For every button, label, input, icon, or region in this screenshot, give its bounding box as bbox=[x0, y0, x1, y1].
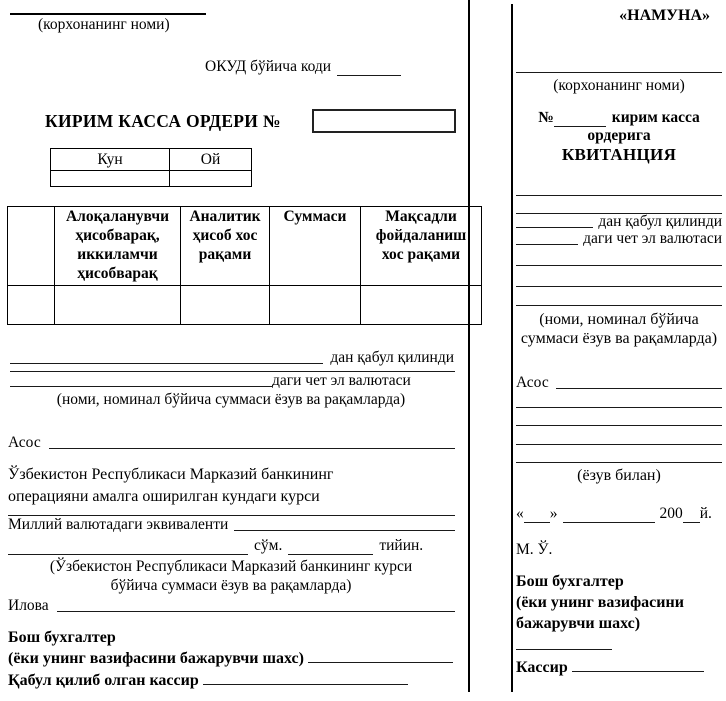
acting-person-signature-blank bbox=[308, 647, 453, 663]
received-from-blank bbox=[10, 363, 323, 364]
sum-label: сўм. bbox=[254, 536, 283, 554]
okud-code-label: ОКУД бўйича коди bbox=[205, 58, 332, 75]
date-month-blank bbox=[563, 507, 655, 523]
form-title: КИРИМ КАССА ОРДЕРИ № bbox=[45, 110, 281, 131]
ruled-line bbox=[516, 392, 722, 408]
org-name-caption: (корхонанинг номи) bbox=[553, 77, 685, 94]
accounts-col-header-amount: Суммаси bbox=[270, 207, 361, 286]
accounts-table-empty-cell bbox=[270, 285, 361, 324]
okud-code-row bbox=[205, 58, 462, 76]
foreign-currency-blank bbox=[10, 386, 272, 387]
ruled-line bbox=[516, 287, 722, 306]
foreign-currency-row bbox=[516, 231, 722, 248]
foreign-currency-row bbox=[10, 372, 452, 390]
date-year-blank bbox=[683, 507, 700, 523]
cashier-signature-blank bbox=[572, 656, 704, 672]
accounts-col-header-purpose-code: Мақсадли фойдаланиш хос рақами bbox=[361, 207, 482, 286]
ruled-line bbox=[516, 179, 722, 196]
cb-rate-line-1: Ўзбекистон Республикаси Марказий банкининг bbox=[8, 465, 334, 483]
foreign-currency-label: даги чет эл валютаси bbox=[583, 230, 722, 247]
accounts-col-header-analytic-code: Аналитик ҳисоб хос рақами bbox=[181, 207, 270, 286]
signature-block bbox=[516, 571, 722, 678]
receiving-cashier-row bbox=[8, 669, 462, 691]
cb-rate-caption-line-2: бўйича суммаси ёзув ва рақамларда) bbox=[110, 576, 352, 594]
basis-label: Асос bbox=[8, 433, 41, 451]
tear-off-divider-inner bbox=[511, 4, 513, 692]
date-close-quote: » bbox=[549, 505, 558, 522]
order-number-prefix: № bbox=[538, 109, 554, 126]
written-caption: (ёзув билан) bbox=[577, 467, 661, 484]
cb-rate-caption bbox=[0, 557, 462, 595]
date-year-prefix: 200 bbox=[659, 505, 683, 522]
cb-rate-text bbox=[8, 464, 462, 508]
attachment-label: Илова bbox=[8, 596, 49, 614]
foreign-currency-label: даги чет эл валютаси bbox=[272, 371, 411, 389]
date-table bbox=[50, 148, 252, 187]
order-line-2: ордерига bbox=[587, 127, 651, 144]
date-table-month-cell bbox=[170, 171, 252, 187]
received-from-row bbox=[10, 349, 454, 367]
ruled-line bbox=[516, 445, 722, 463]
acting-person-row bbox=[8, 647, 462, 669]
ruled-line bbox=[516, 408, 722, 426]
accounts-col-header-empty bbox=[8, 207, 55, 286]
acting-person-line-2: бажарувчи шахс) bbox=[516, 615, 641, 632]
ruled-line bbox=[516, 196, 722, 214]
order-number-box bbox=[312, 109, 456, 133]
sum-tiyin-row bbox=[8, 537, 452, 555]
date-table-day-cell bbox=[51, 171, 170, 187]
order-number-blank bbox=[554, 111, 606, 127]
date-open-quote: « bbox=[516, 505, 524, 522]
national-equivalent-row bbox=[8, 516, 455, 534]
accounts-table-empty-cell bbox=[361, 285, 482, 324]
acting-person-line-1: (ёки унинг вазифасини bbox=[516, 594, 684, 611]
currency-caption: (номи, номинал бўйича суммаси ёзув ва рақамларда) bbox=[56, 390, 406, 408]
date-table-month-header: Ой bbox=[170, 149, 252, 171]
cb-rate-line-2: операцияни амалга оширилган кундаги курси bbox=[8, 487, 320, 505]
date-row bbox=[516, 505, 722, 523]
accounts-table bbox=[7, 206, 482, 325]
org-name-caption: (корхонанинг номи) bbox=[38, 16, 170, 33]
chief-accountant-label: Бош бухгалтер bbox=[8, 628, 116, 646]
foreign-currency-blank bbox=[516, 244, 578, 245]
currency-caption-line-1: (номи, номинал бўйича bbox=[539, 311, 699, 328]
receipt-stub bbox=[516, 0, 722, 678]
ruled-line bbox=[516, 426, 722, 445]
date-day-blank bbox=[524, 507, 550, 523]
basis-label: Асос bbox=[516, 374, 549, 391]
basis-blank bbox=[49, 448, 455, 449]
date-table-day-header: Кун bbox=[51, 149, 170, 171]
cashier-label: Кассир bbox=[516, 659, 568, 677]
accounts-table-empty-cell bbox=[181, 285, 270, 324]
basis-blank bbox=[556, 388, 722, 389]
acting-person-row bbox=[516, 613, 722, 656]
national-equivalent-label: Миллий валютадаги эквиваленти bbox=[8, 515, 229, 533]
receipt-title: КВИТАНЦИЯ bbox=[561, 145, 677, 164]
cashier-row bbox=[516, 656, 722, 678]
accounts-table-empty-cell bbox=[55, 285, 181, 324]
ruled-line bbox=[516, 266, 722, 287]
received-from-label: дан қабул қилинди bbox=[598, 213, 722, 230]
okud-code-blank bbox=[337, 60, 401, 76]
tiyin-blank bbox=[288, 539, 373, 555]
received-from-label: дан қабул қилинди bbox=[330, 348, 454, 366]
received-from-blank bbox=[516, 227, 593, 228]
acting-person-label: (ёки унинг вазифасини бажарувчи шахс) bbox=[8, 650, 304, 668]
org-name-blank-line bbox=[516, 72, 722, 73]
receiving-cashier-signature-blank bbox=[203, 669, 408, 685]
currency-caption-line-2: суммаси ёзув ва рақамларда) bbox=[520, 330, 718, 347]
receipt-order-number-row bbox=[516, 109, 722, 127]
receiving-cashier-label: Қабул қилиб олган кассир bbox=[8, 672, 199, 689]
attachment-blank bbox=[57, 611, 455, 612]
sample-badge: «НАМУНА» bbox=[619, 7, 710, 24]
tiyin-label: тийин. bbox=[379, 536, 424, 554]
attachment-row bbox=[8, 597, 455, 615]
date-year-suffix: й. bbox=[699, 505, 712, 522]
signature-block bbox=[8, 628, 462, 691]
seal-label: М. Ў. bbox=[516, 541, 553, 558]
accounts-table-empty-cell bbox=[8, 285, 55, 324]
sum-blank bbox=[8, 539, 248, 555]
accounts-col-header-corresponding-account: Алоқаланувчи ҳисобварақ, иккиламчи ҳисобварақ bbox=[55, 207, 181, 286]
ruled-line bbox=[516, 248, 722, 266]
chief-accountant-label: Бош бухгалтер bbox=[516, 573, 624, 590]
order-line-1: кирим касса bbox=[611, 109, 700, 126]
currency-caption bbox=[516, 310, 722, 348]
org-name-blank-line bbox=[10, 0, 206, 15]
basis-row bbox=[8, 434, 455, 452]
cb-rate-caption-line-1: (Ўзбекистон Республикаси Марказий банкининг курси bbox=[49, 557, 413, 575]
form-title-row bbox=[45, 109, 462, 133]
tear-off-divider-outer bbox=[468, 0, 470, 692]
received-from-row bbox=[516, 214, 722, 231]
basis-row bbox=[516, 374, 722, 392]
national-equivalent-blank bbox=[234, 530, 455, 531]
acting-person-signature-blank bbox=[516, 634, 612, 650]
